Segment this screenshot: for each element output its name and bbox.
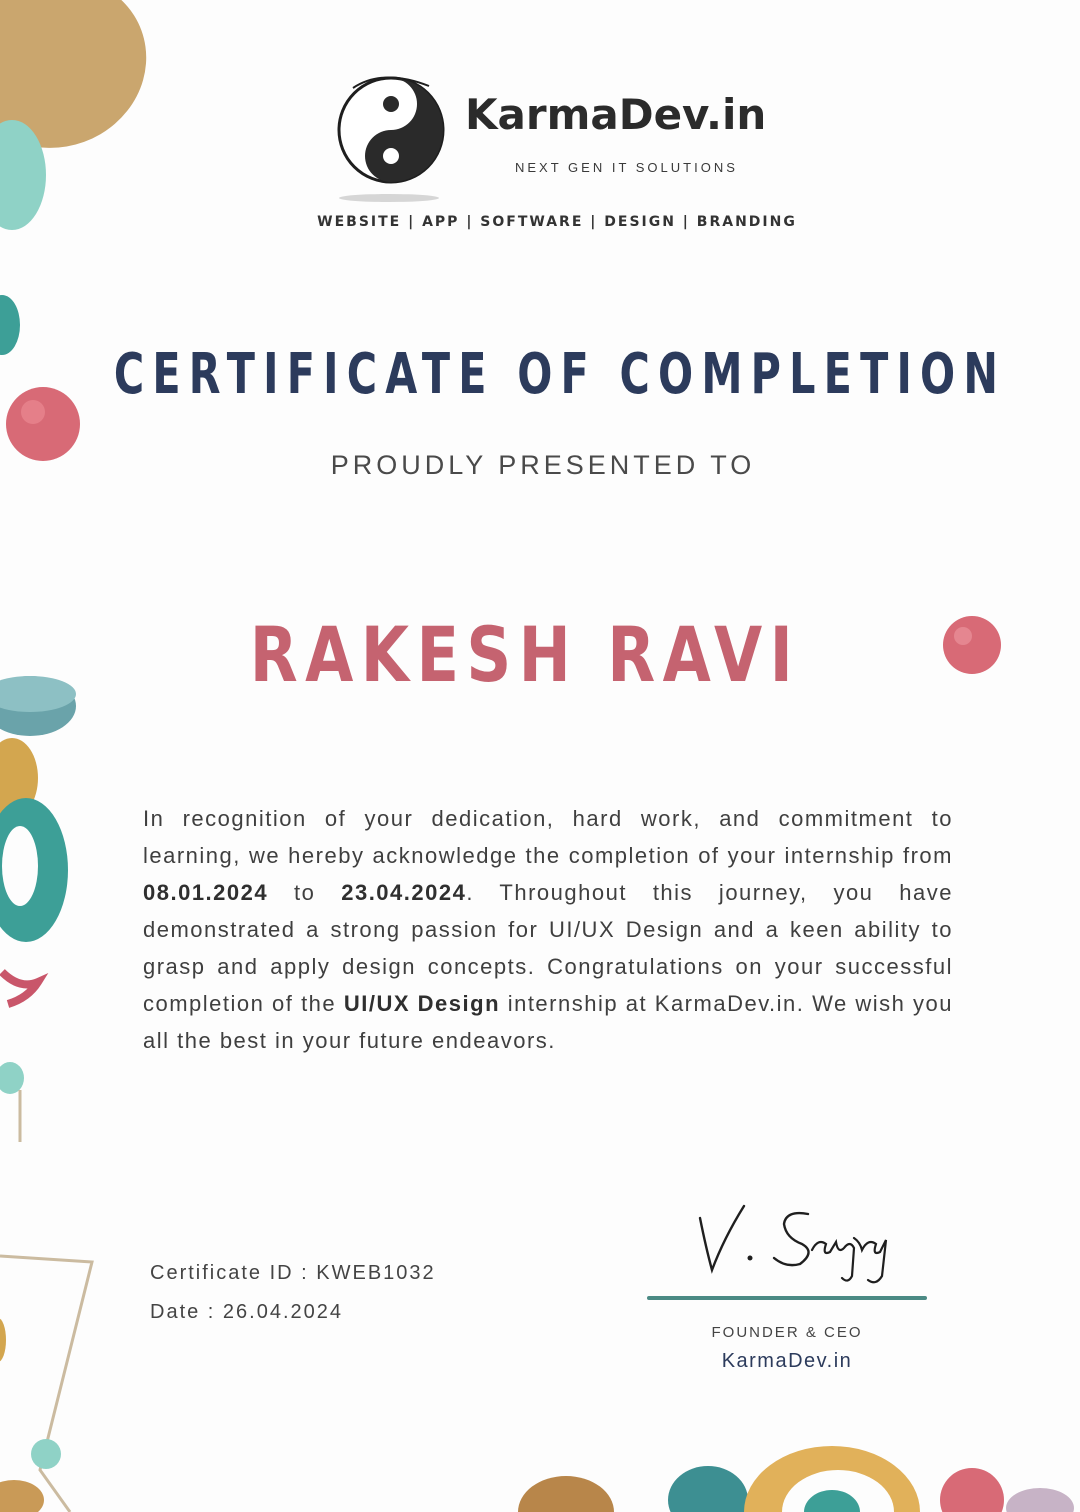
signatory-role: FOUNDER & CEO: [711, 1324, 863, 1341]
signature-line: [647, 1296, 927, 1300]
body-part-3: . Throughout this journey, you have demonstrated a strong passion for UI/UX Design and a keen ability to grasp and apply design concepts. Congratulations on your successful completion of the: [143, 880, 953, 1016]
end-date: 23.04.2024: [341, 880, 467, 905]
signature: [690, 1198, 910, 1288]
yin-yang-logo-icon: [333, 72, 449, 204]
brand-name: KarmaDev.in: [465, 90, 767, 139]
signatory-company: KarmaDev.in: [721, 1350, 853, 1372]
certificate-meta: [150, 1254, 436, 1332]
services-list: WEBSITE | APP | SOFTWARE | DESIGN | BRANDING: [317, 214, 797, 230]
certificate-body: [143, 800, 953, 1059]
program-name: UI/UX Design: [343, 991, 501, 1016]
recipient-name: RAKESH RAVI: [249, 610, 801, 699]
certificate-title: CERTIFICATE OF COMPLETION: [113, 342, 1007, 407]
brand-tagline: NEXT GEN IT SOLUTIONS: [515, 160, 738, 175]
presented-to: PROUDLY PRESENTED TO: [330, 450, 756, 480]
issue-date: Date : 26.04.2024: [150, 1301, 344, 1323]
certificate-id: Certificate ID : KWEB1032: [150, 1262, 436, 1284]
start-date: 08.01.2024: [143, 880, 269, 905]
header: [0, 68, 1080, 248]
body-part-1: In recognition of your dedication, hard work, and commitment to learning, we hereby acknowledge the completion of your internship from: [143, 806, 953, 868]
body-part-4: internship at KarmaDev.in. We wish you all the best in your future endeavors.: [143, 991, 953, 1053]
body-part-2: to: [268, 880, 342, 905]
